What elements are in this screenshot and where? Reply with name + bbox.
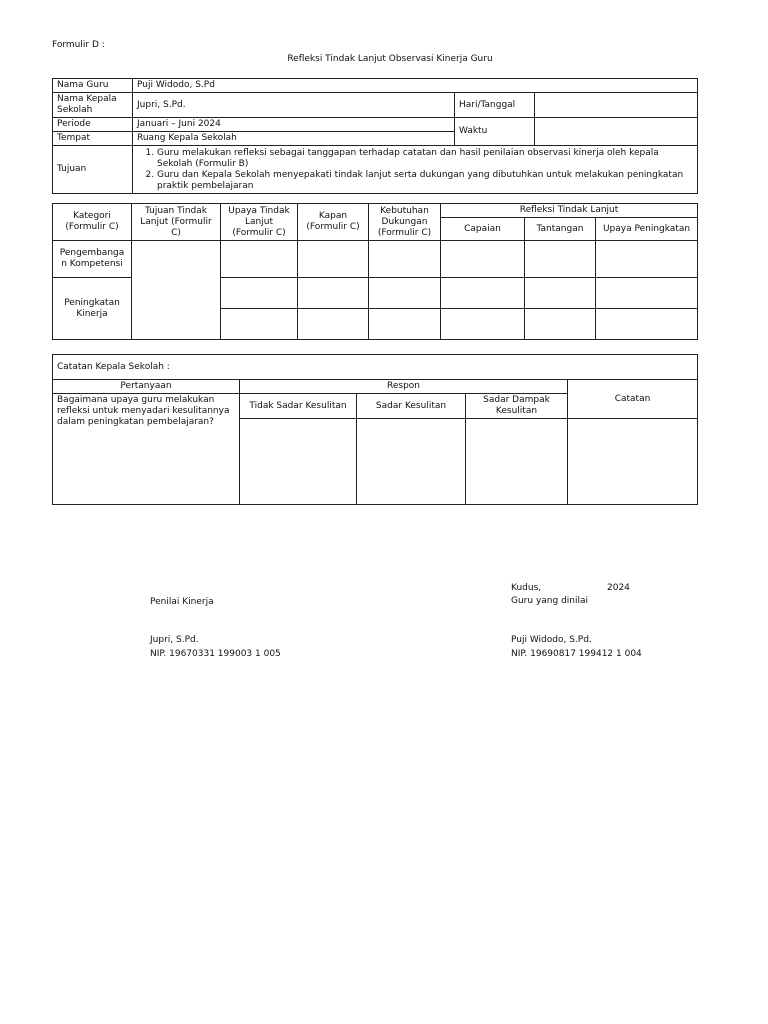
waktu-label: Waktu: [455, 118, 535, 146]
right-role: Guru yang dinilai: [511, 596, 588, 606]
kepala-label: Nama Kepala Sekolah: [53, 93, 133, 118]
row-peningkatan: Peningkatan Kinerja: [53, 278, 132, 340]
table-cell: [568, 419, 698, 505]
page-title: Refleksi Tindak Lanjut Observasi Kinerja Guru: [287, 54, 493, 64]
respon-dampak: Sadar Dampak Kesulitan: [466, 394, 568, 419]
table-cell: [441, 309, 525, 340]
col-tantangan: Tantangan: [525, 218, 596, 241]
catatan-table: [52, 354, 698, 505]
table-cell: [596, 241, 698, 278]
tempat-label: Tempat: [53, 132, 133, 146]
tujuan-item: 1. Guru melakukan refleksi sebagai tanggapan terhadap catatan dan hasil penilaian observasi kinerja oleh kepala Sekolah (Formulir B): [157, 148, 693, 170]
table-cell: [298, 241, 369, 278]
table-cell: [369, 309, 441, 340]
table-cell: [466, 419, 568, 505]
periode-label: Periode: [53, 118, 133, 132]
col-upaya: Upaya Tindak Lanjut (Formulir C): [221, 204, 298, 241]
col-refleksi: Refleksi Tindak Lanjut: [441, 204, 698, 218]
question-text: Bagaimana upaya guru melakukan refleksi untuk menyadari kesulitannya dalam peningkatan pembelajaran?: [53, 394, 240, 505]
guru-label: Nama Guru: [53, 79, 133, 93]
tujuan-label: Tujuan: [53, 146, 133, 194]
signature-place: Kudus,: [511, 583, 542, 593]
table-cell: [441, 278, 525, 309]
respon-sadar: Sadar Kesulitan: [357, 394, 466, 419]
table-cell: [525, 309, 596, 340]
table-cell: [525, 278, 596, 309]
table-cell: [369, 278, 441, 309]
left-nip: NIP. 19670331 199003 1 005: [150, 649, 281, 659]
table-cell: [221, 309, 298, 340]
col-pertanyaan: Pertanyaan: [53, 380, 240, 394]
catatan-title: Catatan Kepala Sekolah :: [53, 355, 698, 380]
tujuan-value: [133, 146, 698, 194]
table-cell: [596, 309, 698, 340]
col-kebutuhan: Kebutuhan Dukungan (Formulir C): [369, 204, 441, 241]
refleksi-table: [52, 203, 698, 340]
table-cell: [369, 241, 441, 278]
table-cell: [221, 241, 298, 278]
left-name: Jupri, S.Pd.: [150, 635, 199, 645]
table-cell: [596, 278, 698, 309]
hari-value: [535, 93, 698, 118]
right-nip: NIP. 19690817 199412 1 004: [511, 649, 642, 659]
col-kapan: Kapan (Formulir C): [298, 204, 369, 241]
guru-value: Puji Widodo, S.Pd: [133, 79, 698, 93]
col-upaya-peningkatan: Upaya Peningkatan: [596, 218, 698, 241]
row-pengembangan: Pengembanga n Kompetensi: [53, 241, 132, 278]
tujuan-item: 2. Guru dan Kepala Sekolah menyepakati tindak lanjut serta dukungan yang dibutuhkan untuk melakukan peningkatan praktik pembelajaran: [157, 170, 693, 192]
table-cell: [298, 309, 369, 340]
col-kategori: Kategori (Formulir C): [53, 204, 132, 241]
table-cell: [525, 241, 596, 278]
table-cell: [357, 419, 466, 505]
col-respon: Respon: [240, 380, 568, 394]
table-cell: [441, 241, 525, 278]
col-tujuan: Tujuan Tindak Lanjut (Formulir C): [132, 204, 221, 241]
table-cell: [221, 278, 298, 309]
table-cell: [240, 419, 357, 505]
hari-label: Hari/Tanggal: [455, 93, 535, 118]
left-role: Penilai Kinerja: [150, 597, 214, 607]
waktu-value: [535, 118, 698, 146]
tujuan-list: [137, 148, 693, 192]
periode-value: Januari – Juni 2024: [133, 118, 455, 132]
col-catatan: Catatan: [568, 380, 698, 419]
tujuan-merged-cell: [132, 241, 221, 340]
signature-year: 2024: [607, 583, 630, 593]
right-name: Puji Widodo, S.Pd.: [511, 635, 592, 645]
col-capaian: Capaian: [441, 218, 525, 241]
form-label: Formulir D :: [52, 40, 105, 50]
table-cell: [298, 278, 369, 309]
respon-tidak-sadar: Tidak Sadar Kesulitan: [240, 394, 357, 419]
tempat-value: Ruang Kepala Sekolah: [133, 132, 455, 146]
kepala-value: Jupri, S.Pd.: [133, 93, 455, 118]
info-table: [52, 78, 698, 194]
